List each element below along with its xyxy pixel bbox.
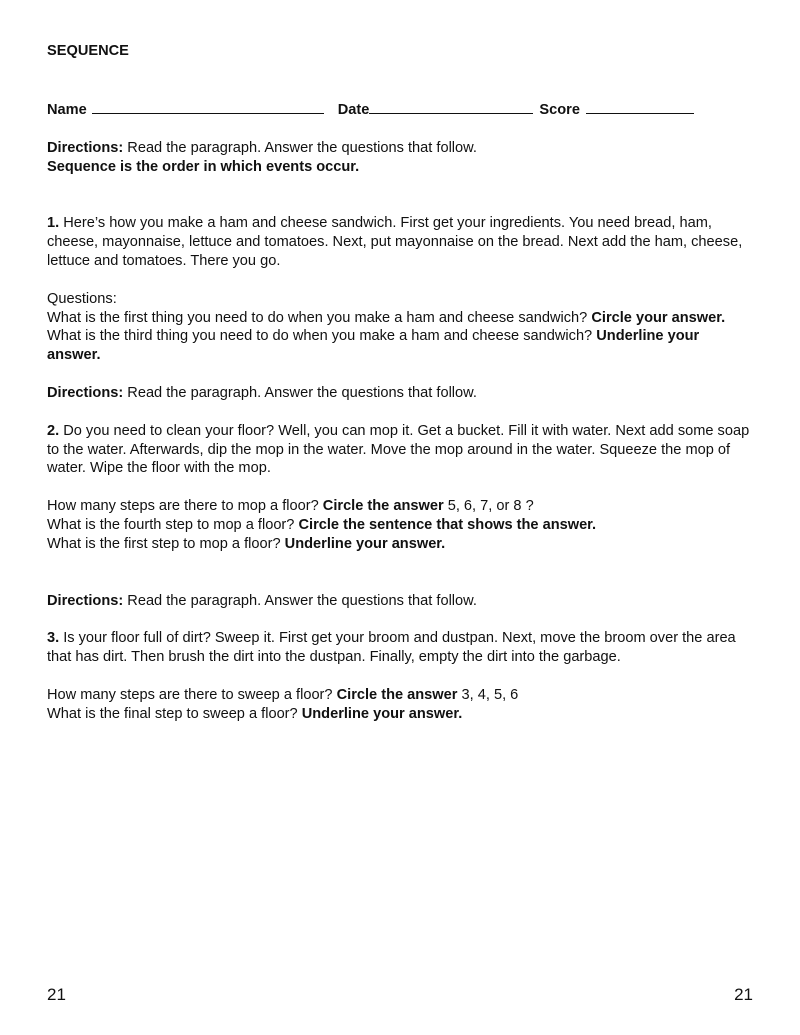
directions-label: Directions: — [47, 139, 124, 156]
date-field[interactable] — [369, 99, 533, 114]
score-label: Score — [539, 102, 580, 118]
section3-question-1: How many steps are there to sweep a floor? Circle the answer 3, 4, 5, 6 — [47, 686, 519, 703]
name-label: Name — [47, 102, 87, 118]
section2-number: 2. — [47, 422, 60, 439]
directions-text: Read the paragraph. Answer the questions that follow. — [123, 139, 477, 156]
student-info-line — [47, 99, 753, 120]
name-field[interactable] — [92, 99, 324, 114]
sequence-definition: Sequence is the order in which events occur. — [47, 158, 360, 175]
intro-directions — [47, 139, 753, 158]
worksheet-page — [47, 42, 753, 724]
section1-questions-label: Questions: — [47, 290, 117, 307]
section3-paragraph: 3. Is your floor full of dirt? Sweep it. First get your broom and dustpan. Next, move the broom over the area that has dirt. Then brush the dirt into the dustpan. Finally, empty the dirt into the garbage. — [47, 630, 736, 666]
section2-question-3: What is the first step to mop a floor? Underline your answer. — [47, 535, 446, 552]
section3-number: 3. — [47, 630, 60, 647]
section1-number: 1. — [47, 215, 60, 232]
section2-question-2: What is the fourth step to mop a floor? Circle the sentence that shows the answer. — [47, 516, 597, 533]
section2-paragraph: 2. Do you need to clean your floor? Well, you can mop it. Get a bucket. Fill it with water. Next add some soap to the water. Afterwards, dip the mop in the water. Move the mop around in the water. Squeeze the mop of water. Wipe the floor with the mop. — [47, 422, 750, 477]
page-number-right: 21 — [734, 985, 753, 1004]
section2-question-1: How many steps are there to mop a floor? Circle the answer 5, 6, 7, or 8 ? — [47, 498, 534, 515]
section1-question-2: What is the third thing you need to do when you make a ham and cheese sandwich? Underline your answer. — [47, 328, 700, 364]
section1-question-1: What is the first thing you need to do when you make a ham and cheese sandwich? Circle your answer. — [47, 309, 726, 326]
worksheet-title: SEQUENCE — [47, 43, 129, 59]
section2-directions: Directions: Read the paragraph. Answer the questions that follow. — [47, 384, 477, 401]
section3-directions: Directions: Read the paragraph. Answer the questions that follow. — [47, 592, 477, 609]
score-field[interactable] — [586, 99, 694, 114]
date-label: Date — [337, 102, 370, 118]
section1-paragraph: 1. Here’s how you make a ham and cheese sandwich. First get your ingredients. You need bread, ham, cheese, mayonnaise, lettuce and tomatoes. Next, put mayonnaise on the bread. Next add the ham, cheese, lettuce and tomatoes. There you go. — [47, 215, 743, 269]
section3-question-2: What is the final step to sweep a floor? Underline your answer. — [47, 705, 463, 722]
page-number-left: 21 — [47, 985, 66, 1004]
